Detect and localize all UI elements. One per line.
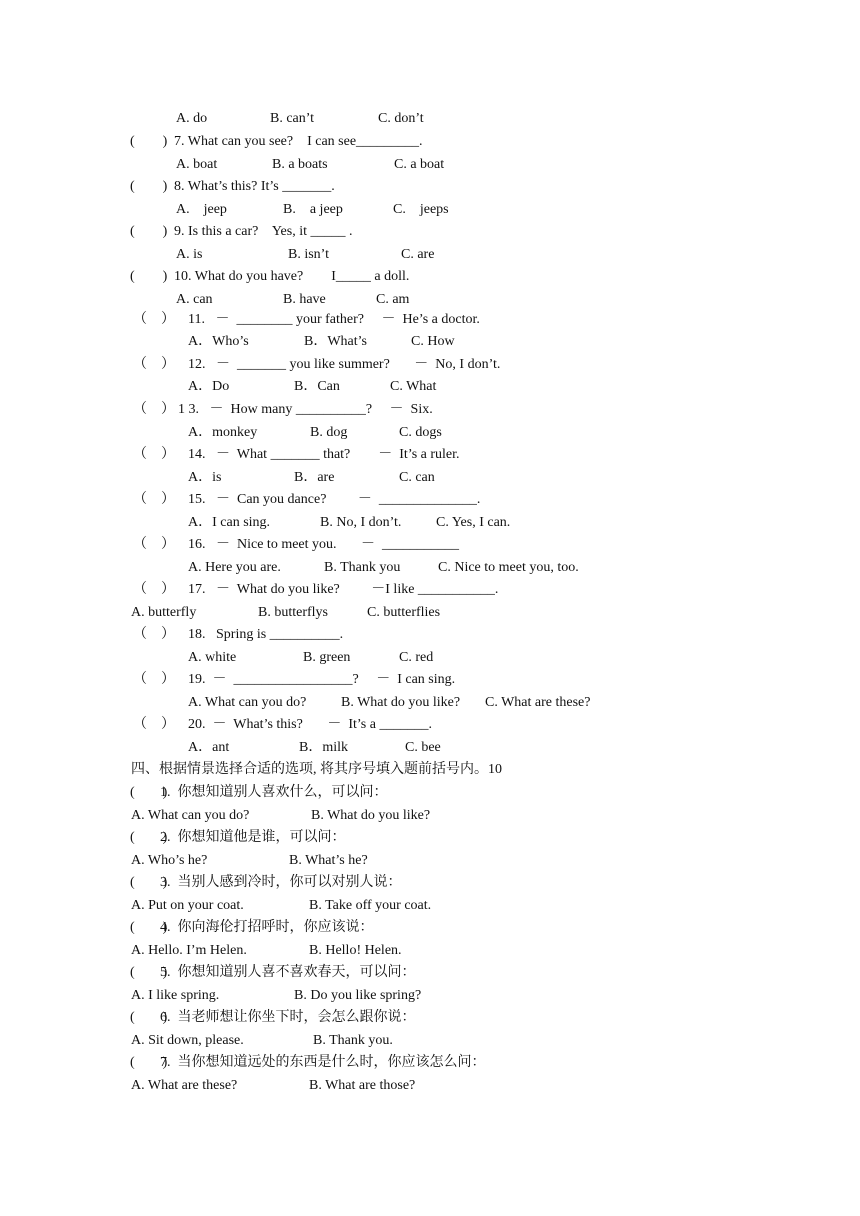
- options-row: [0, 987, 860, 1005]
- option-a: A. Hello. I’m Helen.: [131, 943, 247, 958]
- question-text: 20. － What’s this? － It’s a _______.: [188, 717, 432, 732]
- answer-blank: ( ): [130, 785, 168, 800]
- option-c: C. Nice to meet you, too.: [438, 560, 579, 575]
- option-c: C. are: [401, 247, 435, 262]
- option-a: A．is: [188, 470, 222, 485]
- question-row: [0, 268, 860, 286]
- option-a: A. boat: [176, 157, 218, 172]
- options-row: [0, 201, 860, 219]
- option-c: C. Yes, I can.: [436, 515, 511, 530]
- option-b: B. Thank you.: [313, 1033, 393, 1048]
- option-b: B. green: [303, 650, 351, 665]
- option-a: A. is: [176, 247, 203, 262]
- answer-blank: （ ）: [133, 627, 175, 642]
- question-text: 17. － What do you like? －I like ___________.: [188, 582, 499, 597]
- question-text: 16. － Nice to meet you. － ___________: [188, 537, 460, 552]
- question-row: [0, 626, 860, 644]
- option-b: B. What do you like?: [341, 695, 461, 710]
- options-row: [0, 1077, 860, 1095]
- question-text: 3. 当别人感到冷时，你可以对别人说：: [160, 875, 402, 890]
- question-text: 11. － ________ your father? － He’s a doctor.: [188, 312, 480, 327]
- option-a: A. Who’s he?: [131, 853, 208, 868]
- question-row: [0, 829, 860, 847]
- option-a: A．I can sing.: [188, 515, 271, 530]
- options-row: [0, 559, 860, 577]
- answer-blank: （ ）: [133, 357, 175, 372]
- option-a: A. jeep: [176, 202, 227, 217]
- option-a: A. What can you do?: [188, 695, 307, 710]
- option-b: B. Thank you: [324, 560, 401, 575]
- option-b: B．Can: [294, 379, 340, 394]
- section-heading: [0, 761, 860, 779]
- answer-blank: （ ）: [133, 582, 175, 597]
- question-text: 7. 当你想知道远处的东西是什么时，你应该怎么问：: [160, 1055, 486, 1070]
- question-text: 10. What do you have? I_____ a doll.: [174, 269, 410, 284]
- question-row: [0, 1054, 860, 1072]
- option-c: C. What are these?: [485, 695, 591, 710]
- option-c: C. How: [411, 334, 455, 349]
- option-c: C. dogs: [399, 425, 442, 440]
- option-a: A. Here you are.: [188, 560, 281, 575]
- option-c: C. a boat: [394, 157, 445, 172]
- option-b: B. butterflys: [258, 605, 328, 620]
- answer-blank: （ ）: [133, 537, 175, 552]
- option-b: B. What’s he?: [289, 853, 368, 868]
- answer-blank: ( ): [130, 1010, 168, 1025]
- question-text: 2. 你想知道他是谁，可以问：: [160, 830, 346, 845]
- option-a: A. What can you do?: [131, 808, 250, 823]
- question-row: [0, 919, 860, 937]
- options-row: [0, 942, 860, 960]
- option-b: B. What are those?: [309, 1078, 416, 1093]
- options-row: [0, 897, 860, 915]
- answer-blank: ( ): [130, 920, 168, 935]
- question-row: [0, 133, 860, 151]
- option-a: A．Who’s: [188, 334, 249, 349]
- option-c: C. can: [399, 470, 435, 485]
- options-row: [0, 110, 860, 128]
- options-row: [0, 333, 860, 351]
- question-text: 14. － What _______ that? － It’s a ruler.: [188, 447, 460, 462]
- option-b: B. Take off your coat.: [309, 898, 432, 913]
- question-row: [0, 716, 860, 734]
- option-c: C. am: [376, 292, 410, 307]
- option-a: A. white: [188, 650, 237, 665]
- option-b: B. What do you like?: [311, 808, 431, 823]
- options-row: [0, 378, 860, 396]
- answer-blank: ( ): [130, 965, 168, 980]
- option-c: C. butterflies: [367, 605, 441, 620]
- question-row: [0, 964, 860, 982]
- option-a: A. I like spring.: [131, 988, 220, 1003]
- options-row: [0, 424, 860, 442]
- option-b: B. Hello! Helen.: [309, 943, 402, 958]
- options-row: [0, 852, 860, 870]
- question-row: [0, 491, 860, 509]
- option-c: C. don’t: [378, 111, 424, 126]
- option-a: A. Put on your coat.: [131, 898, 244, 913]
- option-b: B．are: [294, 470, 335, 485]
- question-row: [0, 671, 860, 689]
- options-row: [0, 1032, 860, 1050]
- question-row: [0, 446, 860, 464]
- option-c: C. red: [399, 650, 434, 665]
- option-b: B. No, I don’t.: [320, 515, 402, 530]
- answer-blank: ( ): [130, 134, 168, 149]
- answer-blank: ( ): [130, 830, 168, 845]
- option-c: C. What: [390, 379, 437, 394]
- option-b: B. a boats: [272, 157, 328, 172]
- options-row: [0, 604, 860, 622]
- answer-blank: ( ): [130, 224, 168, 239]
- option-a: A. What are these?: [131, 1078, 238, 1093]
- question-text: 9. Is this a car? Yes, it _____ .: [174, 224, 353, 239]
- options-row: [0, 649, 860, 667]
- answer-blank: ( ): [130, 179, 168, 194]
- question-row: [0, 401, 860, 419]
- option-a: A. can: [176, 292, 213, 307]
- section-heading-text: 四、根据情景选择合适的选项, 将其序号填入题前括号内。10: [131, 762, 502, 777]
- question-row: [0, 784, 860, 802]
- options-row: [0, 514, 860, 532]
- answer-blank: （ ）: [133, 672, 175, 687]
- question-row: [0, 536, 860, 554]
- question-row: [0, 178, 860, 196]
- question-row: [0, 874, 860, 892]
- option-b: B. can’t: [270, 111, 315, 126]
- options-row: [0, 291, 860, 309]
- option-b: B. Do you like spring?: [294, 988, 422, 1003]
- answer-blank: （ ）: [133, 312, 175, 327]
- option-a: A．Do: [188, 379, 230, 394]
- answer-blank: （ ）: [133, 402, 175, 417]
- question-text: 4. 你向海伦打招呼时，你应该说：: [160, 920, 374, 935]
- option-a: A. butterfly: [131, 605, 197, 620]
- option-c: C. bee: [405, 740, 441, 755]
- answer-blank: （ ）: [133, 717, 175, 732]
- answer-blank: ( ): [130, 875, 168, 890]
- answer-blank: ( ): [130, 1055, 168, 1070]
- question-text: 19. － _________________? － I can sing.: [188, 672, 456, 687]
- option-b: B. a jeep: [283, 202, 343, 217]
- question-text: 1 3. － How many __________? － Six.: [178, 402, 433, 417]
- answer-blank: ( ): [130, 269, 168, 284]
- question-text: 7. What can you see? I can see_________.: [174, 134, 423, 149]
- option-b: B．milk: [299, 740, 349, 755]
- question-text: 12. － _______ you like summer? － No, I don’t.: [188, 357, 501, 372]
- question-row: [0, 223, 860, 241]
- answer-blank: （ ）: [133, 492, 175, 507]
- options-row: [0, 156, 860, 174]
- options-row: [0, 739, 860, 757]
- option-b: B. isn’t: [288, 247, 329, 262]
- option-b: B．What’s: [304, 334, 367, 349]
- option-b: B. have: [283, 292, 326, 307]
- question-text: 8. What’s this? It’s _______.: [174, 179, 335, 194]
- question-text: 18. Spring is __________.: [188, 627, 344, 642]
- question-text: 1. 你想知道别人喜欢什么，可以问：: [160, 785, 388, 800]
- question-text: 5. 你想知道别人喜不喜欢春天，可以问：: [160, 965, 416, 980]
- options-row: [0, 694, 860, 712]
- option-a: A. do: [176, 111, 208, 126]
- question-row: [0, 356, 860, 374]
- options-row: [0, 807, 860, 825]
- question-text: 15. － Can you dance? － ______________.: [188, 492, 481, 507]
- option-c: C. jeeps: [393, 202, 449, 217]
- question-text: 6. 当老师想让你坐下时，会怎么跟你说：: [160, 1010, 416, 1025]
- answer-blank: （ ）: [133, 447, 175, 462]
- question-row: [0, 311, 860, 329]
- option-a: A．ant: [188, 740, 230, 755]
- question-row: [0, 581, 860, 599]
- question-row: [0, 1009, 860, 1027]
- options-row: [0, 246, 860, 264]
- options-row: [0, 469, 860, 487]
- option-a: A. Sit down, please.: [131, 1033, 244, 1048]
- option-a: A．monkey: [188, 425, 258, 440]
- option-b: B. dog: [310, 425, 348, 440]
